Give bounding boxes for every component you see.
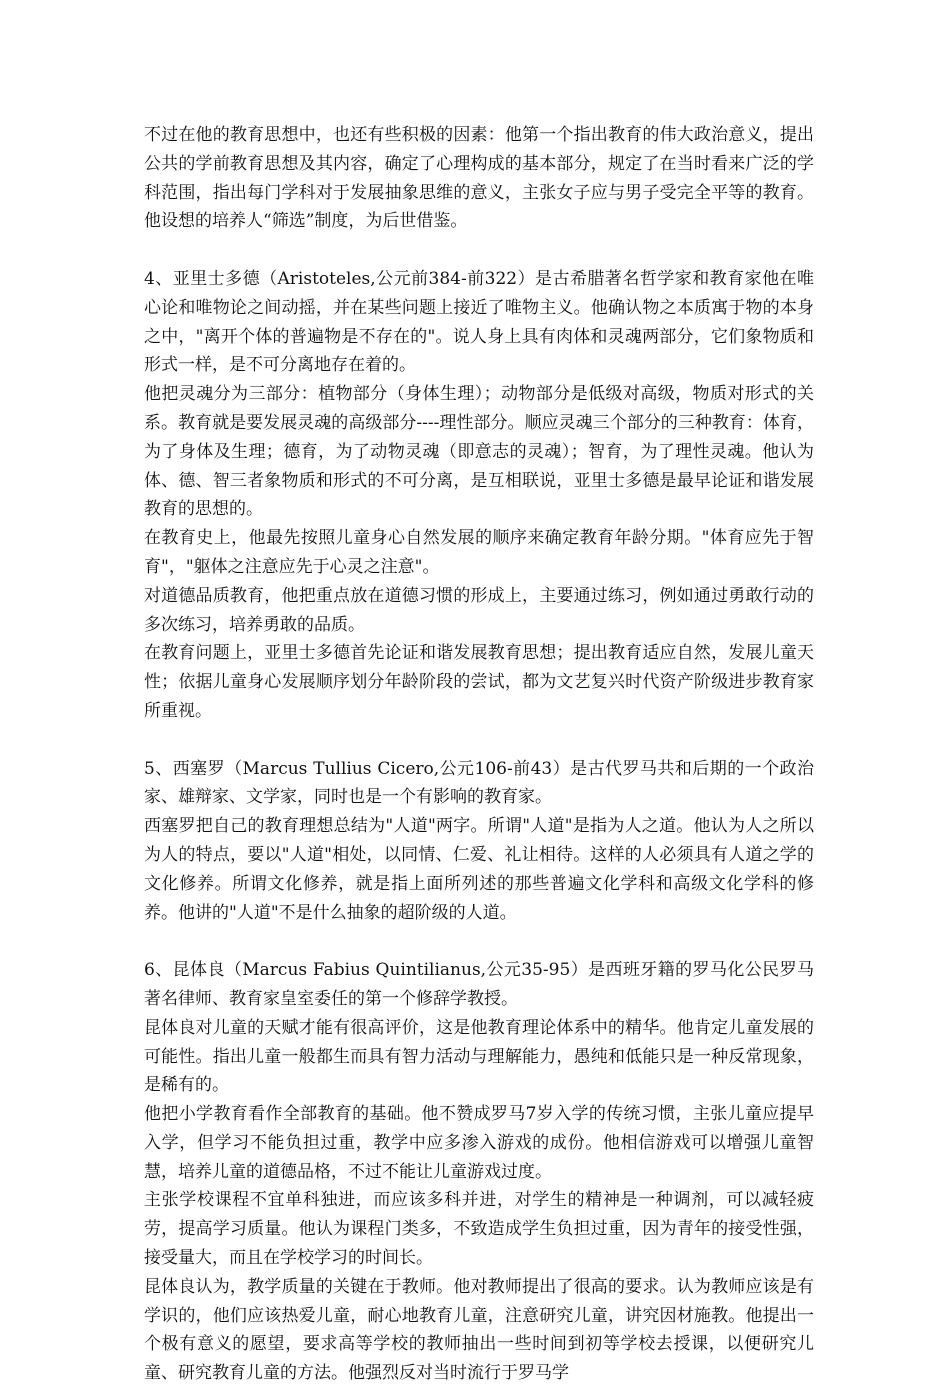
paragraph-cicero-intro: 5、西塞罗（Marcus Tullius Cicero,公元106-前43）是古代罗马共和后期的一个政治家、雄辩家、文学家，同时也是一个有影响的教育家。 [144,758,814,808]
paragraph-aristotle-age-stages: 在教育史上，他最先按照儿童身心自然发展的顺序来确定教育年龄分期。"体育应先于智育"，"躯体之注意应先于心灵之注意"。 [144,528,814,577]
paragraph-quintilian-teachers: 昆体良认为，教学质量的关键在于教师。他对教师提出了很高的要求。认为教师应该是有学识的，他们应该热爱儿童，耐心地教育儿童，注意研究儿童，讲究因材施教。他提出一个极有意义的愿望，要求高等学校的教师抽出一些时间到初等学校去授课，以便研究儿童、研究教育儿童的方法。他强烈反对当时流行于罗马学 [144,1276,814,1384]
paragraph-quintilian-curriculum: 主张学校课程不宜单科独进，而应该多科并进，对学生的精神是一种调剂，可以减轻疲劳，提高学习质量。他认为课程门类多，不致造成学生负担过重，因为青年的接受性强，接受量大，而且在学校学习的时间长。 [144,1190,814,1269]
paragraph-aristotle-summary: 在教育问题上，亚里士多德首先论证和谐发展教育思想；提出教育适应自然，发展儿童天性；依据儿童身心发展顺序划分年龄阶段的尝试，都为文艺复兴时代资产阶级进步教育家所重视。 [144,643,814,721]
paragraph-quintilian-intro: 6、昆体良（Marcus Fabius Quintilianus,公元35-95）是西班牙籍的罗马化公民罗马著名律师、教育家皇室委任的第一个修辞学教授。 [144,960,814,1009]
paragraph-aristotle-moral: 对道德品质教育，他把重点放在道德习惯的形成上，主要通过练习，例如通过勇敢行动的多次练习，培养勇敢的品质。 [144,585,814,635]
document-page [144,121,814,1388]
paragraph-intro: 不过在他的教育思想中，也还有些积极的因素：他第一个指出教育的伟大政治意义，提出公共的学前教育思想及其内容，确定了心理构成的基本部分，规定了在当时看来广泛的学科范围，指出每门学科对于发展抽象思维的意义，主张女子应与男子受完全平等的教育。他设想的培养人“筛选”制度，为后世借鉴。 [144,125,814,232]
section-gap [144,927,814,956]
section-gap [144,236,814,265]
paragraph-quintilian-primary: 他把小学教育看作全部教育的基础。他不赞成罗马7岁入学的传统习惯，主张儿童应提早入学，但学习不能负担过重，教学中应多渗入游戏的成份。他相信游戏可以增强儿童智慧，培养儿童的道德品格，不过不能让儿童游戏过度。 [144,1104,814,1182]
paragraph-aristotle-intro: 4、亚里士多德（Aristoteles,公元前384-前322）是古希腊著名哲学家和教育家他在唯心论和唯物论之间动摇，并在某些问题上接近了唯物主义。他确认物之本质寓于物的本身之中，"离开个体的普遍物是不存在的"。说人身上具有肉体和灵魂两部分，它们象物质和形式一样，是不可分离地存在着的。 [144,268,814,376]
paragraph-aristotle-soul: 他把灵魂分为三部分：植物部分（身体生理）；动物部分是低级对高级，物质对形式的关系。教育就是要发展灵魂的高级部分----理性部分。顺应灵魂三个部分的三种教育：体育，为了身体及生理；德育，为了动物灵魂（即意志的灵魂）；智育，为了理性灵魂。他认为体、德、智三者象物质和形式的不可分离，是互相联说，亚里士多德是最早论证和谐发展教育的思想的。 [144,384,814,520]
paragraph-quintilian-talent: 昆体良对儿童的天赋才能有很高评价，这是他教育理论体系中的精华。他肯定儿童发展的可能性。指出儿童一般都生而具有智力活动与理解能力，愚纯和低能只是一种反常现象，是稀有的。 [144,1017,814,1096]
section-gap [144,726,814,755]
paragraph-cicero-humanity: 西塞罗把自己的教育理想总结为"人道"两字。所谓"人道"是指为人之道。他认为人之所以为人的特点，要以"人道"相处，以同情、仁爱、礼让相待。这样的人必须具有人道之学的文化修养。所谓文化修养，就是指上面所列述的那些普遍文化学科和高级文化学科的修养。他讲的"人道"不是什么抽象的超阶级的人道。 [144,816,814,923]
